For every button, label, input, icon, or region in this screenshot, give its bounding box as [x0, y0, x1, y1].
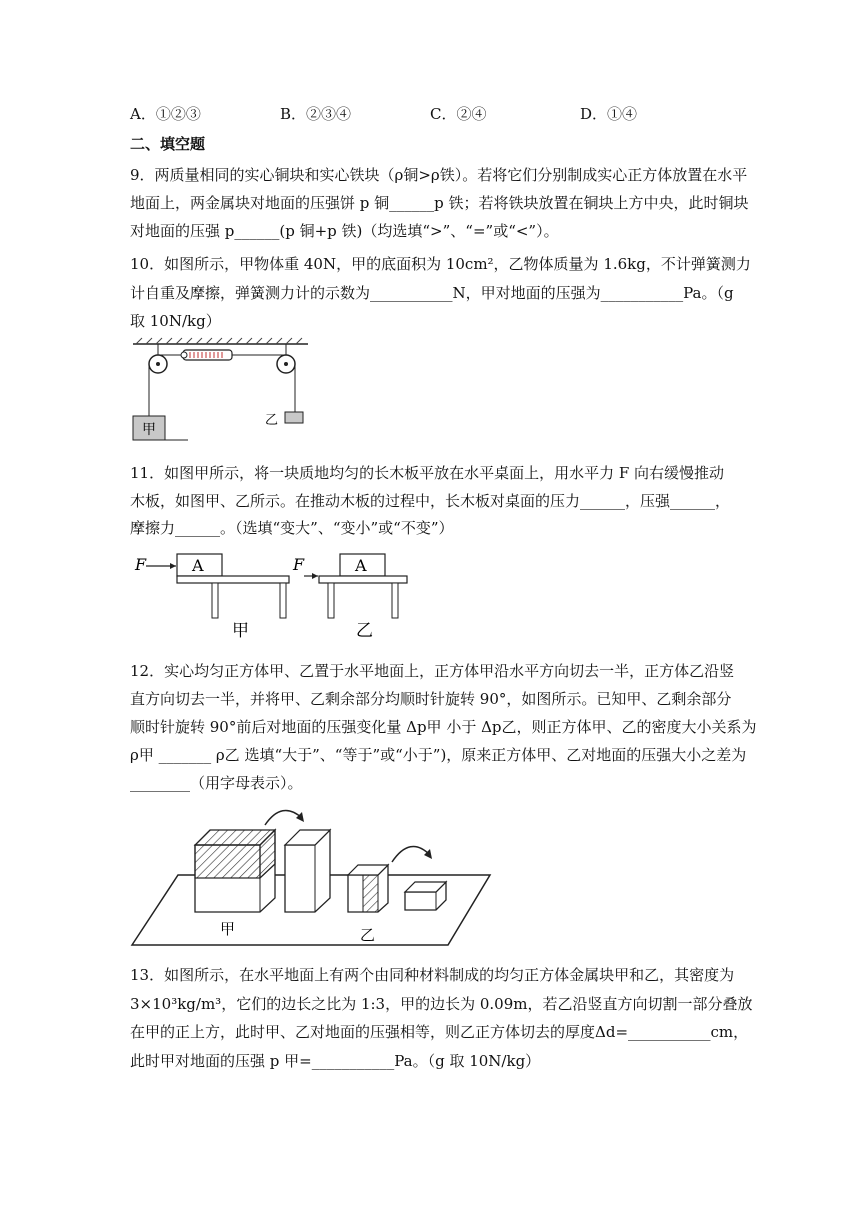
q10-line-2: 计自重及摩擦，弹簧测力计的示数为___________N，甲对地面的压强为___________Pa。（g: [130, 284, 734, 302]
q9-line-3: 对地面的压强 p______(p 铜+p 铁)（均选填“>”、“=”或“<”）。: [130, 222, 559, 240]
q9-line-1: 9．两质量相同的实心铜块和实心铁块（ρ铜>ρ铁）。若将它们分别制成实心正方体放置在水平: [130, 166, 748, 184]
q11-line-3: 摩擦力______。（选填“变大”、“变小”或“不变”）: [130, 519, 454, 537]
q12-line-5: ________（用字母表示）。: [130, 774, 303, 792]
q12-line-3: 顺时针旋转 90°前后对地面的压强变化量 Δp甲 小于 Δp乙，则正方体甲、乙的密度大小关系为: [130, 718, 757, 736]
left-pulley-axle: [156, 362, 160, 366]
force-arrowhead-yi: [312, 573, 318, 579]
block-yi-label: 乙: [265, 413, 279, 428]
q12-line-1: 12．实心均匀正方体甲、乙置于水平地面上，正方体甲沿水平方向切去一半，正方体乙沿竖: [130, 662, 735, 680]
block-a-yi-label: A: [355, 556, 367, 575]
table-leg-right-yi: [392, 583, 398, 618]
option-d: D．①④: [580, 105, 638, 123]
force-label-yi: F: [293, 555, 305, 574]
section-title: 二、填空题: [130, 135, 206, 153]
rotate-arrow-yi: [392, 846, 430, 862]
option-b: B．②③④: [280, 105, 352, 123]
ceiling-hatch: [136, 338, 302, 344]
q10-line-1: 10．如图所示，甲物体重 40N，甲的底面积为 10cm²，乙物体质量为 1.6kg，不计弹簧测力: [130, 255, 751, 273]
cube-jia-cut-half: [195, 845, 260, 878]
q13-line-2: 3×10³kg/m³，它们的边长之比为 1:3，甲的边长为 0.09m，若乙沿竖直方向切割一部分叠放: [130, 995, 753, 1013]
q13-line-4: 此时甲对地面的压强 p 甲=___________Pa。（g 取 10N/kg）: [130, 1052, 541, 1070]
fig-label-yi: 乙: [356, 621, 373, 641]
q12-figure: [130, 800, 505, 950]
q11-figure: [130, 550, 420, 645]
option-a: A．①②③: [130, 105, 201, 123]
table-leg-left-jia: [212, 583, 218, 618]
q13-line-3: 在甲的正上方，此时甲、乙对地面的压强相等，则乙正方体切去的厚度Δd=___________cm，: [130, 1023, 749, 1041]
board-yi: [319, 576, 407, 583]
block-jia-label: 甲: [142, 422, 156, 438]
q10-figure: [128, 336, 313, 446]
option-c: C．②④: [430, 105, 487, 123]
force-label-jia: F: [135, 555, 147, 574]
cube-yi-label: 乙: [360, 926, 376, 944]
block-a-jia-label: A: [192, 556, 204, 575]
spring-scale-hook: [181, 352, 187, 358]
board-jia: [177, 576, 289, 583]
q11-line-1: 11．如图甲所示，将一块质地均匀的长木板平放在水平桌面上，用水平力 F 向右缓慢推动: [130, 464, 725, 482]
table-leg-right-jia: [280, 583, 286, 618]
q12-line-2: 直方向切去一半，并将甲、乙剩余部分均顺时针旋转 90°，如图所示。已知甲、乙剩余部分: [130, 690, 732, 708]
cube-jia-label: 甲: [220, 920, 236, 938]
block-yi: [285, 412, 303, 423]
cube-yi-cut-half: [363, 875, 378, 912]
force-arrowhead-jia: [170, 563, 176, 569]
q9-line-2: 地面上，两金属块对地面的压强饼 p 铜______p 铁；若将铁块放置在铜块上方中央，此时铜块: [130, 194, 749, 212]
q11-line-2: 木板，如图甲、乙所示。在推动木板的过程中，长木板对桌面的压力______，压强______，: [130, 492, 731, 510]
table-leg-left-yi: [328, 583, 334, 618]
q12-line-4: ρ甲 _______ ρ乙 选填“大于”、“等于”或“小于”)，原来正方体甲、乙对地面的压强大小之差为: [130, 746, 747, 764]
q10-line-3: 取 10N/kg）: [130, 312, 221, 330]
right-pulley-axle: [284, 362, 288, 366]
q13-line-1: 13．如图所示，在水平地面上有两个由同种材料制成的均匀正方体金属块甲和乙，其密度为: [130, 966, 735, 984]
fig-label-jia: 甲: [232, 621, 249, 641]
